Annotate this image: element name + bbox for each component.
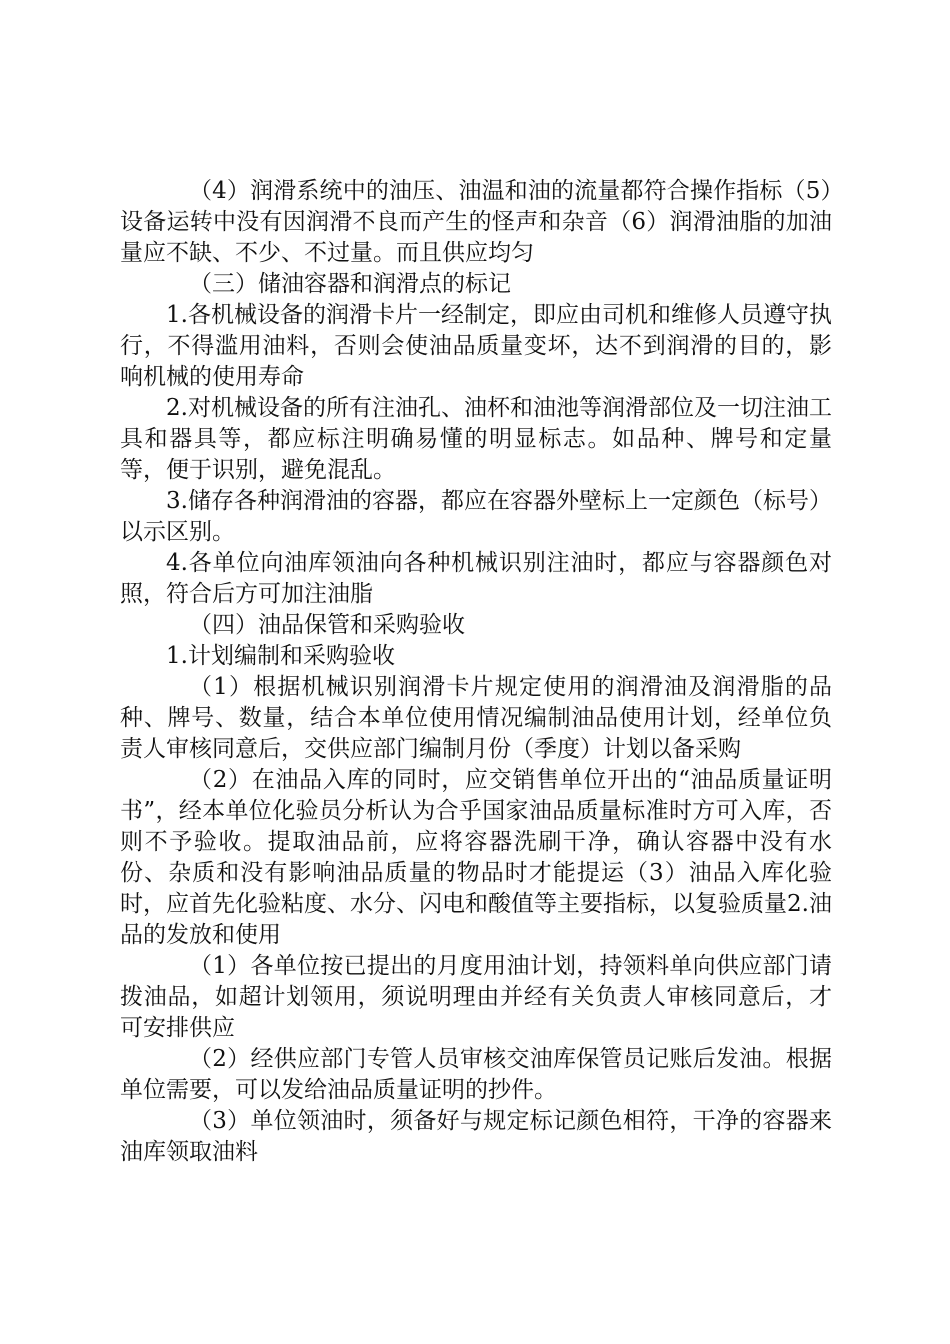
paragraph-issue-3: （3）单位领油时，须备好与规定标记颜色相符，干净的容器来油库领取油料 — [120, 1108, 832, 1165]
subheading-plan-purchasing: 1.计划编制和采购验收 — [166, 643, 395, 669]
paragraph-item-3: 3.储存各种润滑油的容器，都应在容器外壁标上一定颜色（标号）以示区别。 — [120, 488, 832, 545]
paragraph-issue-1: （1）各单位按已提出的月度用油计划，持领料单向供应部门请拨油品，如超计划领用，须说明理由并经有关负责人审核同意后，才可安排供应 — [120, 953, 832, 1041]
section-heading-container-marking: （三）储油容器和润滑点的标记 — [189, 271, 511, 297]
document-body — [120, 176, 832, 1168]
paragraph-item-2: 2.对机械设备的所有注油孔、油杯和油池等润滑部位及一切注油工具和器具等，都应标注明确易懂的明显标志。如品种、牌号和定量等，便于识别，避免混乱。 — [120, 395, 832, 483]
paragraph-item-4: 4.各单位向油库领油向各种机械识别注油时，都应与容器颜色对照，符合后方可加注油脂 — [120, 550, 832, 607]
paragraph-plan-1: （1）根据机械识别润滑卡片规定使用的润滑油及润滑脂的品种、牌号、数量，结合本单位使用情况编制油品使用计划，经单位负责人审核同意后，交供应部门编制月份（季度）计划以备采购 — [120, 674, 832, 762]
paragraph-issue-2: （2）经供应部门专管人员审核交油库保管员记账后发油。根据单位需要，可以发给油品质量证明的抄件。 — [120, 1046, 832, 1103]
paragraph-lubrication-criteria: （4）润滑系统中的油压、油温和油的流量都符合操作指标（5）设备运转中没有因润滑不良而产生的怪声和杂音（6）润滑油脂的加油量应不缺、不少、不过量。而且供应均匀 — [120, 178, 832, 266]
paragraph-item-1: 1.各机械设备的润滑卡片一经制定，即应由司机和维修人员遵守执行，不得滥用油料，否则会使油品质量变坏，达不到润滑的目的，影响机械的使用寿命 — [120, 302, 832, 390]
paragraph-plan-2: （2）在油品入库的同时，应交销售单位开出的“油品质量证明书”，经本单位化验员分析认为合乎国家油品质量标准时方可入库，否则不予验收。提取油品前，应将容器洗刷干净，确认容器中没有水份、杂质和没有影响油品质量的物品时才能提运（3）油品入库化验时，应首先化验粘度、水分、闪电和酸值等主要指标，以复验质量2.油品的发放和使用 — [120, 767, 832, 948]
section-heading-storage-purchasing: （四）油品保管和采购验收 — [189, 612, 465, 638]
